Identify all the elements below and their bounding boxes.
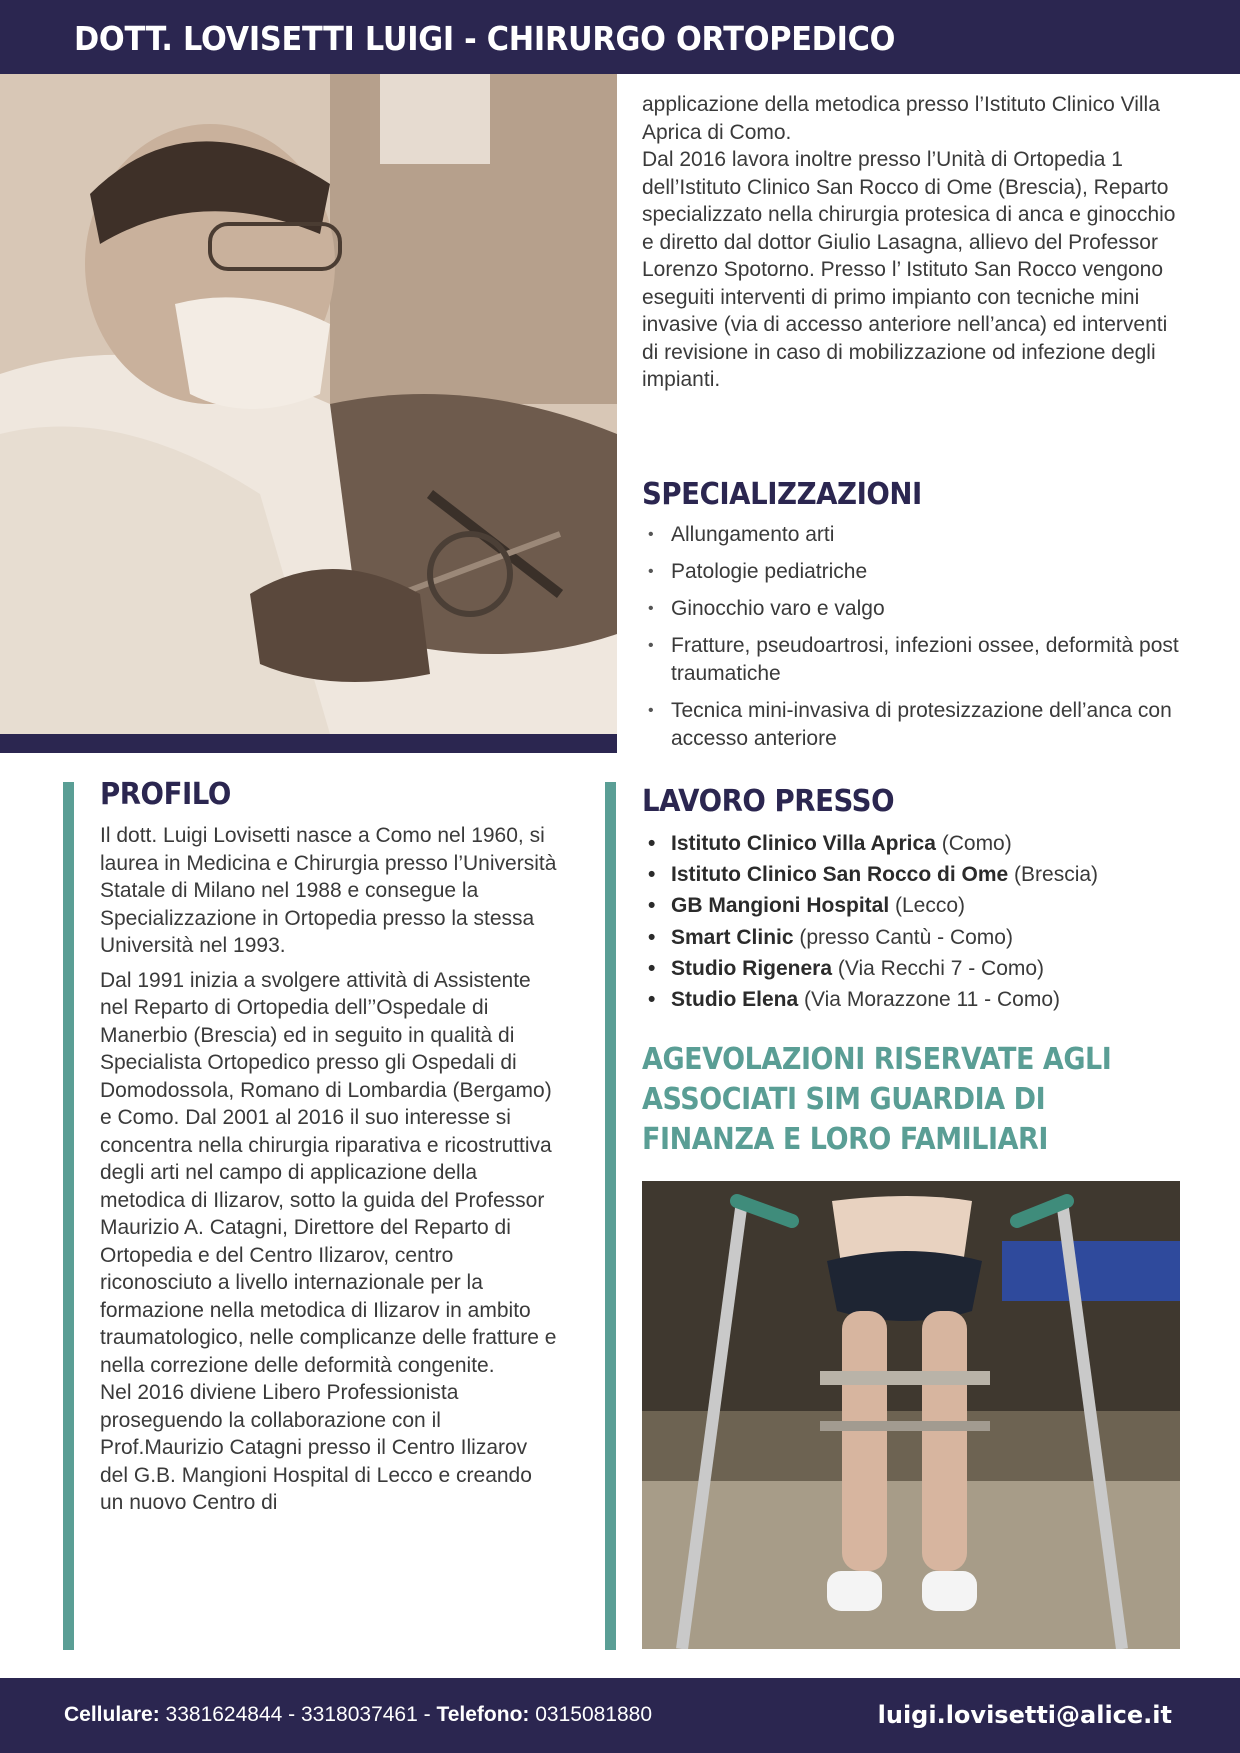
email-link[interactable]: luigi.lovisetti@alice.it — [877, 1701, 1172, 1729]
workplace-location: (presso Cantù - Como) — [793, 925, 1013, 949]
lavoro-list — [642, 828, 1202, 1015]
list-item: • Patologie pediatriche — [642, 558, 1182, 586]
workplace-name: Istituto Clinico San Rocco di Ome — [671, 863, 1009, 887]
lavoro-heading: LAVORO PRESSO — [642, 784, 895, 819]
header-banner — [0, 0, 1240, 74]
list-item: • Tecnica mini-invasiva di protesizzazione dell’anca con accesso anteriore — [642, 697, 1182, 753]
workplace-location: (Via Morazzone 11 - Como) — [798, 988, 1061, 1012]
profilo-paragraph-2: Dal 1991 inizia a svolgere attività di Assistente nel Reparto di Ortopedia dell’’Ospedale di Manerbio (Brescia) ed in seguito in qualità di Specialista Ortopedico presso gli Ospedali di Domodossola, Romano di Lombardia (Bergamo) e Como. Dal 2001 al 2016 il suo interesse si concentra nella chirurgia riparativa e ricostruttiva degli arti nel campo di applicazione della metodica di Ilizarov, sotto la guida del Professor Maurizio A. Catagni, Direttore del Reparto di Ortopedia e del Centro Ilizarov, centro riconosciuto a livello internazionale per la formazione nella metodica di Ilizarov in ambito traumatologico, nelle complicanze delle fratture e nella correzione delle deformità congenite. Nel 2016 diviene Libero Professionista proseguendo la collaborazione con il Prof.Maurizio Catagni presso il Centro Ilizarov del G.B. Mangioni Hospital di Lecco e creando un nuovo Centro di — [100, 968, 557, 1514]
profilo-text — [100, 822, 560, 1517]
workplace-location: (Lecco) — [889, 894, 966, 918]
list-item — [642, 859, 1202, 890]
profilo-accent-bar — [63, 782, 74, 1650]
list-item — [642, 890, 1202, 921]
workplace-location: (Via Recchi 7 - Como) — [832, 956, 1045, 980]
photo-divider-bar — [0, 734, 617, 753]
page-title: DOTT. LOVISETTI LUIGI - CHIRURGO ORTOPEDICO — [74, 19, 896, 58]
workplace-location: (Brescia) — [1008, 863, 1099, 887]
intro-text — [642, 91, 1182, 394]
workplace-name: Studio Rigenera — [671, 956, 833, 980]
workplace-location: (Como) — [935, 832, 1012, 855]
profilo-heading: PROFILO — [100, 777, 231, 812]
list-item: • Fratture, pseudoartrosi, infezioni ossee, deformità post traumatiche — [642, 632, 1182, 688]
footer-phone-line — [64, 1703, 652, 1727]
mobile-label: Cellulare: — [64, 1703, 160, 1726]
workplace-name: Studio Elena — [671, 988, 799, 1012]
patient-photo — [642, 1181, 1180, 1649]
agevolazioni-heading: AGEVOLAZIONI RISERVATE AGLI ASSOCIATI SIM GUARDIA DI FINANZA E LORO FAMILIARI — [642, 1042, 1112, 1157]
list-item — [642, 953, 1202, 984]
specializzazioni-heading: SPECIALIZZAZIONI — [642, 477, 922, 512]
intro-paragraph: applicazione della metodica presso l’Istituto Clinico Villa Aprica di Como. Dal 2016 lavora inoltre presso l’Unità di Ortopedia 1 dell’Istituto Clinico San Rocco di Ome (Brescia), Reparto specializzato nella chirurgia protesica di anca e ginocchio e diretto dal dottor Giulio Lasagna, allievo del Professor Lorenzo Spotorno. Presso l’ Istituto San Rocco vengono eseguiti interventi di primo impianto con tecniche mini invasive (via di accesso anteriore nell’anca) ed interventi di revisione in caso di mobilizzazione od infezione degli impianti. — [642, 93, 1176, 391]
list-item — [642, 922, 1202, 953]
mobile-numbers[interactable]: 3381624844 - 3318037461 - — [159, 1703, 437, 1726]
phone-label: Telefono: — [436, 1703, 530, 1726]
workplace-name: Istituto Clinico Villa Aprica — [671, 832, 936, 855]
list-item — [642, 984, 1202, 1015]
list-item — [642, 828, 1202, 859]
surgeon-photo — [0, 74, 617, 734]
list-item: • Allungamento arti — [642, 521, 1182, 549]
workplace-name: Smart Clinic — [671, 925, 794, 949]
lavoro-accent-bar — [605, 782, 616, 1650]
profilo-paragraph-1: Il dott. Luigi Lovisetti nasce a Como nel 1960, si laurea in Medicina e Chirurgia presso l’Università Statale di Milano nel 1988 e consegue la Specializzazione in Ortopedia presso la stessa Università nel 1993. — [100, 824, 557, 957]
workplace-name: GB Mangioni Hospital — [671, 894, 890, 918]
list-item: • Ginocchio varo e valgo — [642, 595, 1182, 623]
specializzazioni-list — [642, 521, 1182, 762]
phone-number[interactable]: 0315081880 — [529, 1703, 653, 1726]
footer-contacts-bar — [0, 1678, 1240, 1753]
